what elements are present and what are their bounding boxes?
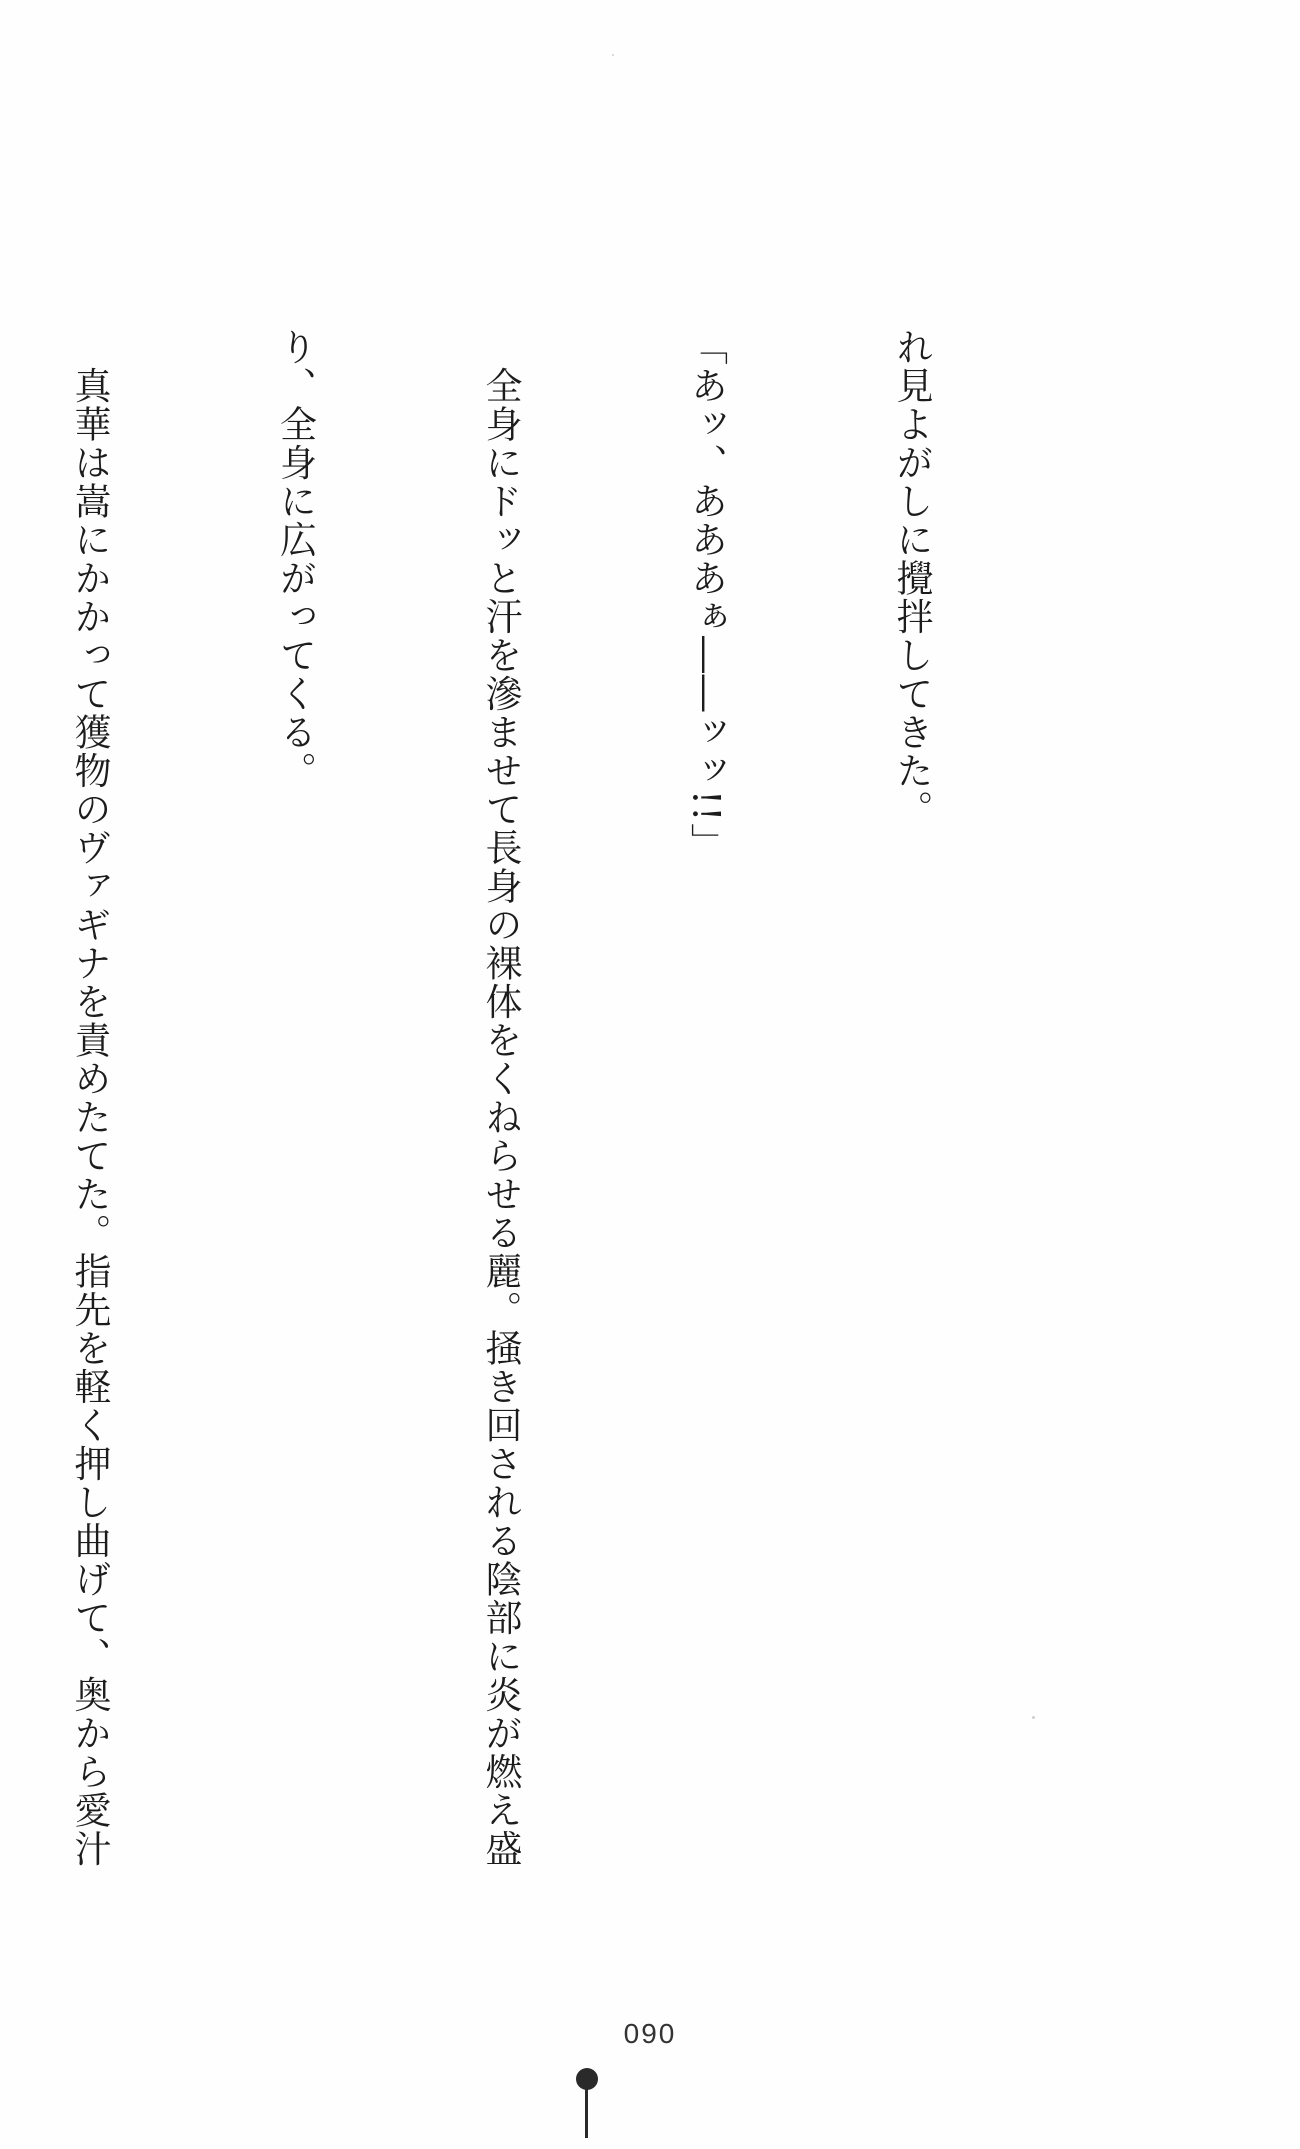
text-line: 「あッ、あああぁ――ッッ!!」 (684, 328, 728, 862)
page-number: 090 (623, 2018, 677, 2049)
page-marker-dot (576, 2068, 598, 2090)
scan-speck (612, 54, 614, 56)
text-line: り、全身に広がってくる。 (273, 328, 317, 790)
scan-speck (1032, 1716, 1035, 1719)
text-line: 真華は嵩にかかって獲物のヴァギナを責めたてた。指先を軽く押し曲げて、奥から愛汁 (68, 328, 111, 1868)
text-line: れ見よがしに攪拌してきた。 (890, 328, 933, 829)
text-line: 全身にドッと汗を滲ませて長身の裸体をくねらせる麗。掻き回される陰部に炎が燃え盛 (479, 328, 522, 1868)
vertical-text-body (0, 328, 1082, 1948)
page-marker-tick (585, 2088, 588, 2138)
